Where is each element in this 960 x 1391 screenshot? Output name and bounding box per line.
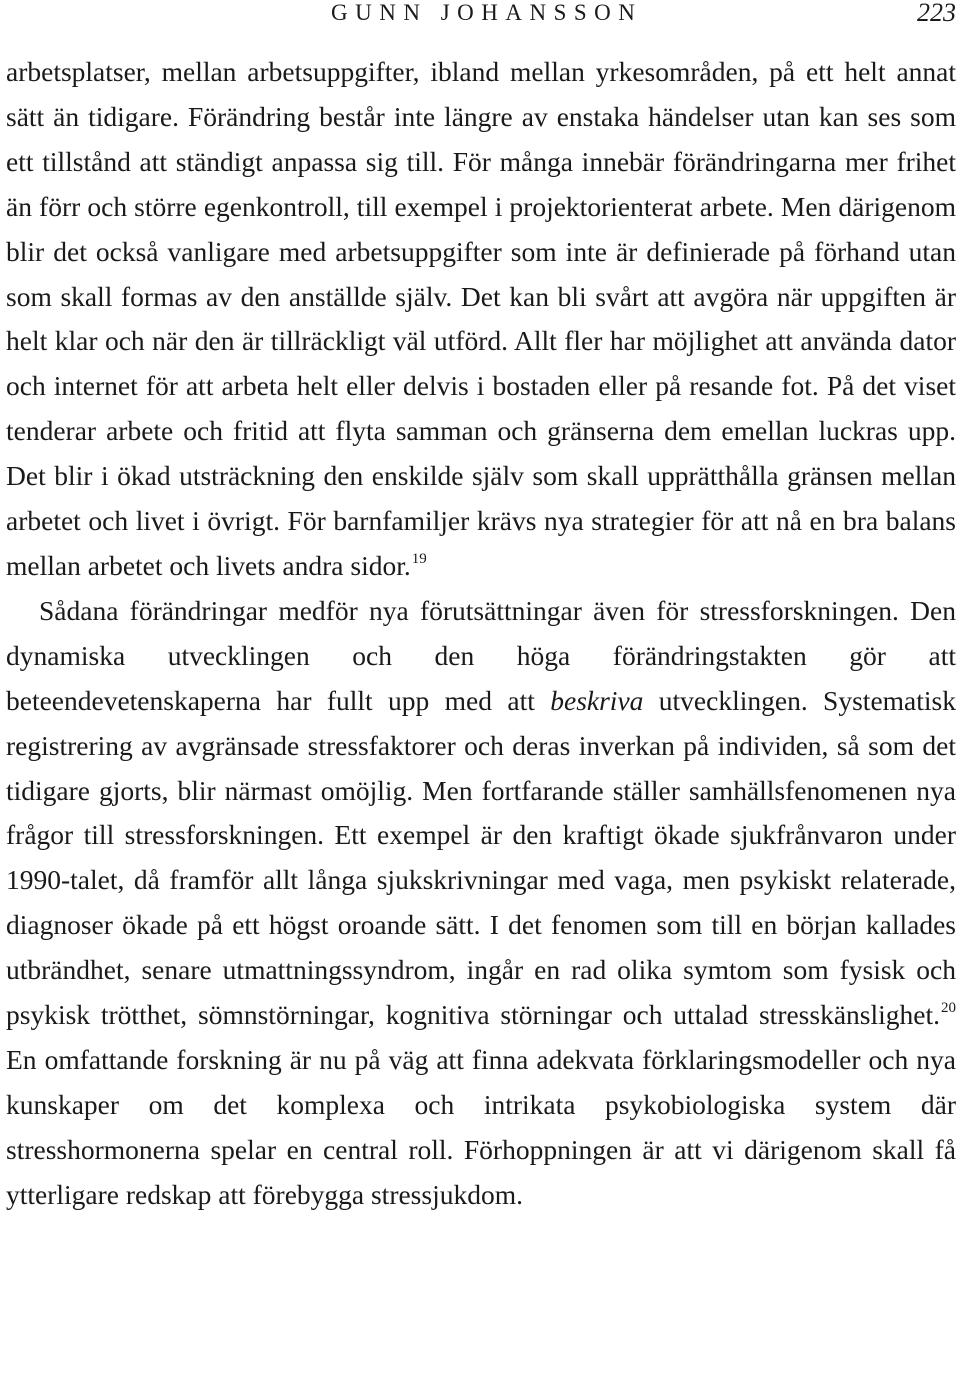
footnote-ref: 20 — [941, 999, 956, 1016]
paragraph — [6, 50, 956, 589]
footnote-ref: 19 — [411, 550, 427, 567]
running-head-author: GUNN JOHANSSON — [331, 0, 643, 25]
paragraph — [6, 589, 956, 1218]
text-run: utvecklingen. Systematisk registrering av avgränsade stressfaktorer och deras inverkan på individen, så som det tidigare gjorts, blir närmast omöjlig. Men fortfarande ställer samhällsfenomenen nya frågor till stressforskningen. Ett exempel är den kraftigt ökade sjukfrånvaron under 1990-talet, då framför allt långa sjukskrivningar med vaga, men psykiskt relaterade, diagnoser ökade på ett högst oroande sätt. I det fenomen som till en början kallades utbrändhet, senare utmattningssyndrom, ingår en rad olika symtom som fysisk och psykisk trötthet, sömnstörningar, kognitiva störningar och uttalad stresskänslighet. — [6, 684, 956, 1031]
italic-term: beskriva — [550, 684, 644, 716]
page-number: 223 — [917, 0, 956, 27]
text-run: arbetsplatser, mellan arbetsuppgifter, ibland mellan yrkesområden, på ett helt annat sätt än tidigare. Förändring består inte längre av enstaka händelser utan kan ses som ett tillstånd att ständigt anpassa sig till. För många innebär förändringarna mer frihet än förr och större egenkontroll, till exempel i projektorienterat arbete. Men därigenom blir det också vanligare med arbetsuppgifter som inte är definierade på förhand utan som skall formas av den anställde själv. Det kan bli svårt att avgöra när uppgiften är helt klar och när den är tillräckligt väl utförd. Allt fler har möjlighet att använda dator och internet för att arbeta helt eller delvis i bostaden eller på resande fot. På det viset tenderar arbete och fritid att flyta samman och gränserna dem emellan luckras upp. Det blir i ökad utsträckning den enskilde själv som skall upprätthålla gränsen mellan arbetet och livet i övrigt. För barnfamiljer krävs nya strategier för att nå en bra balans mellan arbetet och livets andra sidor. — [6, 56, 956, 581]
body-text — [6, 50, 956, 1218]
text-run: Sådana förändringar medför nya förutsättningar även för stressforskningen. Den dynamiska utvecklingen och den höga förändringstakten gör att beteendevetenskaperna har fullt upp med att — [6, 594, 956, 716]
text-run: En omfattande forskning är nu på väg att finna adekvata förklaringsmodeller och nya kunskaper om det komplexa och intrikata psykobiologiska system där stresshormonerna spelar en central roll. Förhoppningen är att vi därigenom skall få ytterligare redskap att förebygga stressjukdom. — [6, 1043, 956, 1210]
running-head — [6, 0, 956, 30]
